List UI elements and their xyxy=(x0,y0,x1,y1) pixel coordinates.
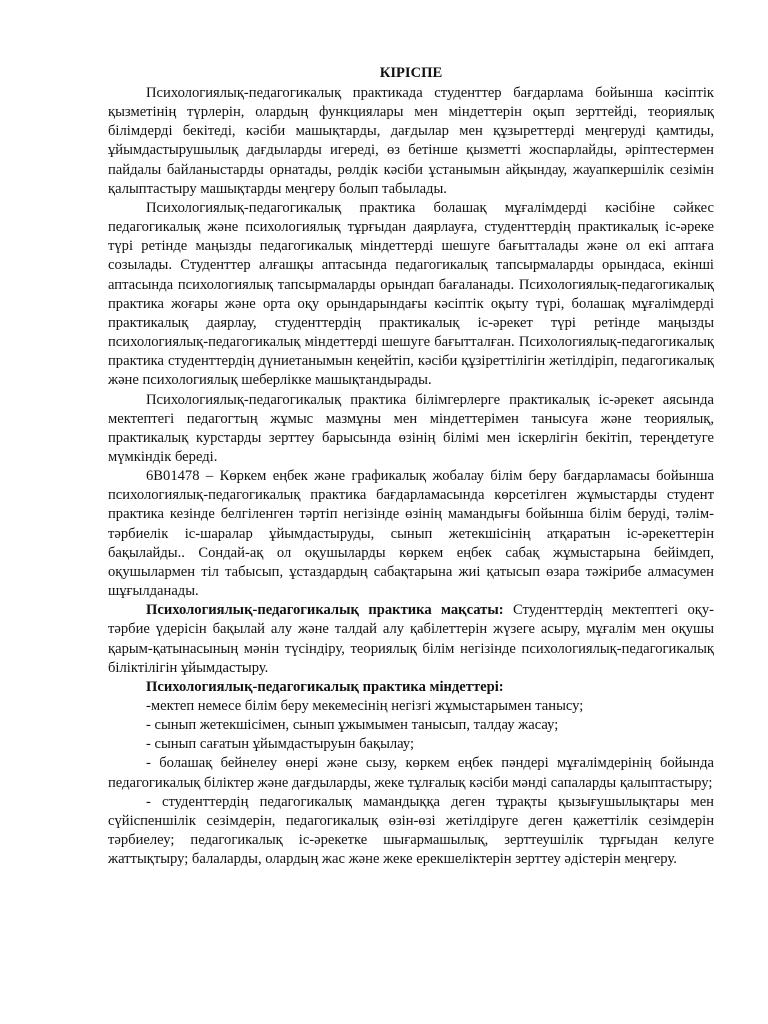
document-page xyxy=(108,64,714,869)
goal-label: Психологиялық-педагогикалық практика мақсаты: xyxy=(146,602,504,619)
paragraph-3: Психологиялық-педагогикалық практика білімгерлерге практикалық іс-әрекет аясында мектептегі педагогтың жұмыс мазмұны мен міндеттерімен танысуға және теориялық, практикалық курстарды зерттеу барысында өзінің білімі мен іскерлігін бекітіп, тереңдетуге мүмкіндік береді. xyxy=(108,391,714,465)
document-title: КІРІСПЕ xyxy=(379,65,443,81)
task-item-1: -мектеп немесе білім беру мекемесінің негізгі жұмыстарымен танысу; xyxy=(146,698,584,714)
task-item-2: - сынып жетекшісімен, сынып ұжымымен танысып, талдау жасау; xyxy=(146,717,559,734)
paragraph-4: 6В01478 – Көркем еңбек және графикалық жобалау білім беру бағдарламасы бойынша психологиялық-педагогикалық практика бағдарламасында көрсетілген жұмыстарды студент практика кезінде белгіленген тәртіп негізінде өзінің мамандығы бойынша білім беруді, тәлім-тәрбиелік іс-шаралар ұйымдастыруды, сынып жетекшісінің атқаратын іс-әрекеттерін бақылайды.. Сондай-ақ ол оқушыларды көркем еңбек сабақ жұмыстарына бейімдеп, оқушылармен тіл табысып, ұстаздардың сабақтарына жиі қатысып өзара тәжірибе алмасумен шұғылданады. xyxy=(108,468,714,600)
tasks-heading: Психологиялық-педагогикалық практика міндеттері: xyxy=(146,678,504,695)
goal-text: Студенттердің мектептегі оқу-тәрбие үдерісін бақылай алу және талдай алу қабілеттерін жүзеге асыру, мұғалім мен оқушы қарым-қатынасының мәнін түсіндіру, теориялық білім негізінде психологиялық-педагогикалық біліктілігін ұйымдастыру. xyxy=(108,602,714,676)
task-item-4: - болашақ бейнелеу өнері және сызу, көркем еңбек пәндері мұғалімдерінің бойында педагогикалық біліктер және дағдыларды, жеке тұлғалық кәсіби мәнді сапаларды қалыптастыру; xyxy=(108,755,714,791)
task-item-5: - студенттердің педагогикалық мамандыққа деген тұрақты қызығушылықтары мен сүйіспеншілік сезімдерін, педагогикалық өзін-өзі жетілдіруге деген қажеттілік сезімдерін тәрбиелеу; педагогикалық іс-әрекетке шығармашылық, зерттеушілік тұрғыдан келуге жаттықтыру; балаларды, олардың жас және жеке ерекшеліктерін зерттеу әдістерін меңгеру. xyxy=(108,793,714,868)
task-item-3: - сынып сағатын ұйымдастыруын бақылау; xyxy=(146,736,415,753)
paragraph-1: Психологиялық-педагогикалық практикада студенттер бағдарлама бойынша кәсіптік қызметінің түрлерін, олардың функциялары мен міндеттерін оқып зерттейді, теориялық білімдерді бекітеді, кәсіби машықтарды, дағдылар мен құзыреттерді меңгеруді қамтиды, ұйымдастырушылық дағдыларды игереді, өз бетінше қызметті жоспарлайды, әріптестермен пайдалы байланыстарды орнатады, рөлдік кәсіби ұстанымын айқындау, жауапкершілік сезімін қалыптастыру машықтарды меңгеру болып табылады. xyxy=(108,85,714,197)
paragraph-2: Психологиялық-педагогикалық практика болашақ мұғалімдерді кәсібіне сәйкес педагогикалық және психологиялық тұрғыдан даярлауға, студенттердің практикалық іс-әреке түрі ретінде маңызды педагогикалық міндеттерді шешуге бағытталады және ол екі аптаға созылады. Студенттер алғашқы аптасында педагогикалық тапсырмаларды орындаса, екінші аптасында психологиялық тапсырмаларды орындап бағаланады. Психологиялық-педагогикалық практика жоғары және орта оқу орындарындағы кәсіптік оқыту түрі, болашақ мұғалімдерді практикалық даярлау, студенттердің практикалық іс-әрекет түрі ретінде маңызды психологиялық-педагогикалық міндеттерді шешуге бағытталған. Психологиялық-педагогикалық практика студенттердің дүниетанымын кеңейтіп, кәсіби құзіреттілігін жетілдіріп, педагогикалық және психологиялық шеберлікке машықтандырады. xyxy=(108,199,714,389)
goal-paragraph xyxy=(108,601,714,678)
